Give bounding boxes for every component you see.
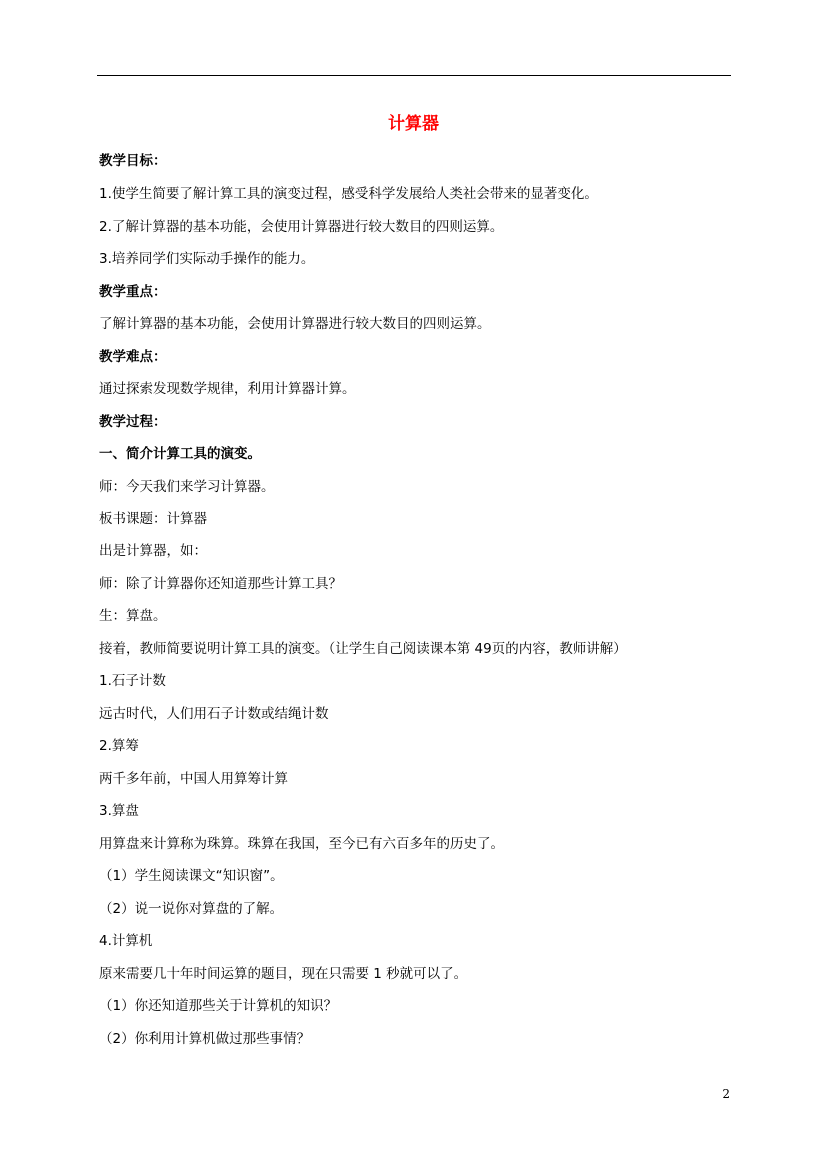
body-line: 原来需要几十年时间运算的题目，现在只需要 1 秒就可以了。 (99, 966, 468, 982)
body-line: 了解计算器的基本功能，会使用计算器进行较大数目的四则运算。 (99, 316, 491, 332)
body-line: 接着，教师简要说明计算工具的演变。（让学生自己阅读课本第 49页的内容，教师讲解） (99, 641, 627, 657)
body-line: 生：算盘。 (99, 608, 167, 624)
section-heading: 一、简介计算工具的演变。 (99, 446, 261, 462)
body-line: （1）学生阅读课文“知识窗”。 (99, 868, 284, 884)
section-heading: 教学难点： (99, 349, 167, 365)
body-line: （1）你还知道那些关于计算机的知识？ (99, 998, 338, 1014)
body-line: 1.使学生简要了解计算工具的演变过程，感受科学发展给人类社会带来的显著变化。 (99, 186, 598, 202)
body-line: 两千多年前，中国人用算筹计算 (99, 771, 288, 787)
body-line: 远古时代，人们用石子计数或结绳计数 (99, 706, 329, 722)
section-heading: 教学重点： (99, 284, 167, 300)
body-line: 4.计算机 (99, 933, 153, 949)
document-title: 计算器 (388, 114, 439, 134)
body-line: （2）你利用计算机做过那些事情？ (99, 1031, 311, 1047)
body-line: 师：今天我们来学习计算器。 (99, 479, 275, 495)
section-heading: 教学过程： (99, 414, 167, 430)
body-line: （2）说一说你对算盘的了解。 (99, 901, 284, 917)
body-line: 通过探索发现数学规律，利用计算器计算。 (99, 381, 356, 397)
header-rule (97, 75, 731, 76)
body-line: 1.石子计数 (99, 673, 166, 689)
section-heading: 教学目标： (99, 153, 167, 169)
body-line: 3.算盘 (99, 803, 139, 819)
page-number: 2 (722, 1087, 730, 1101)
body-line: 师：除了计算器你还知道那些计算工具？ (99, 576, 342, 592)
body-line: 出是计算器，如： (99, 543, 207, 559)
body-line: 2.了解计算器的基本功能，会使用计算器进行较大数目的四则运算。 (99, 219, 504, 235)
body-line: 2.算筹 (99, 738, 139, 754)
body-line: 3.培养同学们实际动手操作的能力。 (99, 251, 315, 267)
body-line: 板书课题：计算器 (99, 511, 207, 527)
body-line: 用算盘来计算称为珠算。珠算在我国，至今已有六百多年的历史了。 (99, 836, 504, 852)
